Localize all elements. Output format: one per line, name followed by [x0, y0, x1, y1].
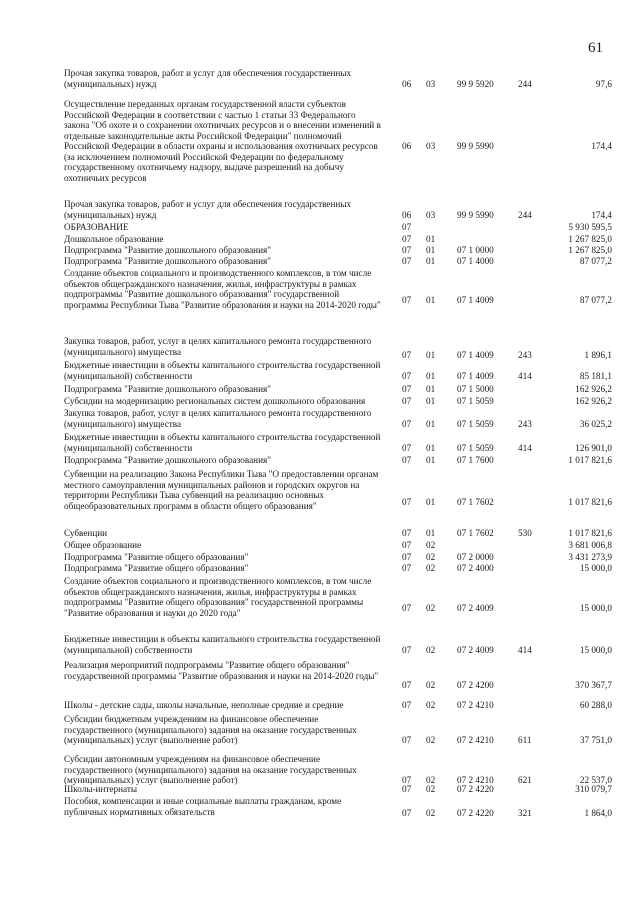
subsection-code: 02 [426, 775, 436, 785]
subsection-code: 01 [426, 396, 436, 406]
subsection-code: 01 [426, 455, 436, 465]
expense-type-code: 414 [518, 370, 532, 381]
target-article-code: 07 1 5059 [457, 442, 494, 453]
row-description: Субсидии на модернизацию региональных систем дошкольного образования [64, 396, 366, 406]
subsection-code: 01 [426, 256, 436, 266]
table-row [0, 384, 640, 395]
section-code: 07 [402, 700, 412, 710]
amount: 60 288,0 [579, 700, 612, 710]
amount: 162 926,2 [575, 384, 612, 394]
target-article-code: 07 1 5000 [457, 384, 494, 394]
subsection-code: 02 [426, 603, 436, 614]
table-row [0, 268, 640, 323]
amount: 1 017 821,6 [568, 455, 612, 465]
row-description: Подпрограмма "Развитие дошкольного образования" [64, 384, 271, 394]
subsection-code: 02 [426, 540, 436, 550]
target-article-code: 07 2 4220 [457, 807, 494, 818]
amount: 1 017 821,6 [568, 497, 612, 508]
table-row [0, 336, 640, 358]
target-article-code: 07 1 4000 [457, 256, 494, 266]
target-article-code: 07 2 4009 [457, 644, 494, 655]
amount: 310 079,7 [575, 784, 612, 794]
table-row [0, 552, 640, 563]
table-row [0, 469, 640, 525]
expense-type-code: 414 [518, 644, 532, 655]
section-code: 07 [402, 455, 412, 465]
amount: 1 864,0 [584, 807, 612, 818]
section-code: 07 [402, 784, 412, 794]
table-row [0, 754, 640, 788]
row-description: Подпрограмма "Развитие дошкольного образования" [64, 245, 271, 255]
section-code: 07 [402, 396, 412, 406]
amount: 1 267 825,0 [568, 234, 612, 244]
section-code: 07 [402, 603, 412, 614]
section-code: 07 [402, 735, 412, 745]
section-code: 06 [402, 209, 412, 220]
subsection-code: 01 [426, 234, 436, 244]
amount: 1 896,1 [584, 349, 612, 360]
amount: 37 751,0 [579, 735, 612, 745]
row-description: Пособия, компенсации и иные социальные выплаты гражданам, кроме публичных нормативных обязательств [64, 796, 342, 817]
target-article-code: 07 2 4200 [457, 679, 494, 690]
amount: 174,4 [591, 209, 612, 220]
subsection-code: 03 [426, 141, 436, 151]
section-code: 07 [402, 349, 412, 360]
amount: 85 181,1 [579, 370, 612, 381]
expense-type-code: 244 [518, 209, 532, 220]
expense-type-code: 244 [518, 78, 532, 89]
row-description: Школы - детские сады, школы начальные, неполные средние и средние [64, 700, 344, 710]
table-row [0, 528, 640, 539]
section-code: 07 [402, 234, 412, 244]
target-article-code: 07 2 4210 [457, 775, 494, 785]
section-code: 06 [402, 78, 412, 89]
row-description: Подпрограмма "Развитие дошкольного образования" [64, 256, 271, 266]
expense-type-code: 414 [518, 442, 532, 453]
row-description: ОБРАЗОВАНИЕ [64, 222, 129, 232]
row-description: Общее образование [64, 540, 142, 550]
row-description: Закупка товаров, работ, услуг в целях капитального ремонта государственного (муниципального) имущества [64, 408, 372, 429]
section-code: 07 [402, 775, 412, 785]
section-code: 07 [402, 528, 412, 538]
amount: 3 681 006,8 [568, 540, 612, 550]
row-description: Создание объектов социального и производственного комплексов, в том числе объектов общегражданского назначения, жилья, инфраструктуры в рамках подпрограммы "Развитие общего образования" государственной программы "Развитие образования и науки до 2020 года" [64, 576, 372, 618]
row-description: Создание объектов социального и производственного комплексов, в том числе объектов общегражданского назначения, жилья, инфраструктуры в рамках подпрограммы "Развитие дошкольного образования" государственной программы Республики Тыва "Развитие образования и науки на 2014-2020 годы" [64, 268, 381, 310]
amount: 97,6 [595, 78, 612, 89]
subsection-code: 01 [426, 370, 436, 381]
section-code: 07 [402, 295, 412, 306]
expense-type-code: 621 [518, 775, 532, 785]
section-code: 07 [402, 644, 412, 655]
section-code: 07 [402, 497, 412, 508]
table-row [0, 222, 640, 233]
row-description: Бюджетные инвестиции в объекты капитального строительства государственной (муниципальной) собственности [64, 360, 381, 381]
section-code: 07 [402, 563, 412, 573]
target-article-code: 07 2 4210 [457, 735, 494, 745]
table-row [0, 714, 640, 748]
expense-type-code: 243 [518, 418, 532, 429]
subsection-code: 01 [426, 245, 436, 255]
subsection-code: 01 [426, 295, 436, 306]
subsection-code: 01 [426, 349, 436, 360]
section-code: 06 [402, 141, 412, 151]
amount: 5 930 595,5 [568, 222, 612, 232]
section-code: 07 [402, 679, 412, 690]
amount: 87 077,2 [579, 256, 612, 266]
expense-type-code: 611 [518, 735, 532, 745]
target-article-code: 07 2 4220 [457, 784, 494, 794]
table-row [0, 796, 640, 818]
target-article-code: 07 1 7600 [457, 455, 494, 465]
subsection-code: 02 [426, 784, 436, 794]
amount: 174,4 [591, 141, 612, 151]
row-description: Субвенции на реализацию Закона Республики Тыва "О предоставлении органам местного самоуправления муниципальных районов и городских округов на территории Республики Тыва субвенций на реализацию основных общеобразовательных программ в области общего образования" [64, 469, 379, 511]
amount: 370 367,7 [575, 679, 612, 690]
target-article-code: 07 2 4009 [457, 603, 494, 614]
row-description: Бюджетные инвестиции в объекты капитального строительства государственной (муниципальной) собственности [64, 634, 381, 655]
target-article-code: 99 9 5990 [457, 209, 494, 220]
table-row [0, 563, 640, 574]
expense-type-code: 321 [518, 807, 532, 818]
subsection-code: 01 [426, 442, 436, 453]
table-row [0, 245, 640, 256]
section-code: 07 [402, 552, 412, 562]
target-article-code: 07 1 4009 [457, 295, 494, 306]
subsection-code: 03 [426, 78, 436, 89]
target-article-code: 99 9 5990 [457, 141, 494, 151]
amount: 1 017 821,6 [568, 528, 612, 538]
table-row [0, 360, 640, 382]
section-code: 07 [402, 256, 412, 266]
section-code: 07 [402, 442, 412, 453]
page-number: 61 [588, 40, 603, 56]
target-article-code: 99 9 5920 [457, 78, 494, 89]
amount: 1 267 825,0 [568, 245, 612, 255]
target-article-code: 07 2 0000 [457, 552, 494, 562]
amount: 22 537,0 [579, 775, 612, 785]
amount: 162 926,2 [575, 396, 612, 406]
section-code: 07 [402, 384, 412, 394]
subsection-code: 02 [426, 679, 436, 690]
row-description: Бюджетные инвестиции в объекты капитального строительства государственной (муниципальной) собственности [64, 432, 381, 453]
table-row [0, 700, 640, 711]
table-row [0, 540, 640, 551]
subsection-code: 01 [426, 384, 436, 394]
amount: 3 431 273,9 [568, 552, 612, 562]
table-row [0, 455, 640, 466]
row-description: Прочая закупка товаров, работ и услуг для обеспечения государственных (муниципальных) нужд [64, 199, 352, 220]
amount: 15 000,0 [579, 644, 612, 655]
subsection-code: 01 [426, 418, 436, 429]
row-description: Субсидии бюджетным учреждениям на финансовое обеспечение государственного (муниципального) задания на оказание государственных (муниципальных) услуг (выполнение работ) [64, 714, 357, 745]
target-article-code: 07 1 5059 [457, 396, 494, 406]
subsection-code: 02 [426, 644, 436, 655]
amount: 15 000,0 [579, 603, 612, 614]
subsection-code: 02 [426, 735, 436, 745]
subsection-code: 02 [426, 563, 436, 573]
target-article-code: 07 1 4009 [457, 370, 494, 381]
row-description: Закупка товаров, работ, услуг в целях капитального ремонта государственного (муниципального) имущества [64, 336, 372, 357]
section-code: 07 [402, 245, 412, 255]
row-description: Прочая закупка товаров, работ и услуг для обеспечения государственных (муниципальных) нужд [64, 68, 352, 89]
amount: 126 901,0 [575, 442, 612, 453]
target-article-code: 07 1 0000 [457, 245, 494, 255]
subsection-code: 01 [426, 497, 436, 508]
row-description: Реализация мероприятий подпрограммы "Развитие общего образования" государственной программы "Развитие образования и науки на 2014-2020 годы" [64, 660, 379, 681]
table-row [0, 432, 640, 454]
row-description: Субсидии автономным учреждениям на финансовое обеспечение государственного (муниципального) задания на оказание государственных (муниципальных) услуг (выполнение работ) [64, 754, 357, 785]
table-row [0, 634, 640, 656]
table-row [0, 408, 640, 430]
target-article-code: 07 1 7602 [457, 528, 494, 538]
section-code: 07 [402, 222, 412, 232]
section-code: 07 [402, 370, 412, 381]
target-article-code: 07 2 4210 [457, 700, 494, 710]
expense-type-code: 243 [518, 349, 532, 360]
target-article-code: 07 1 4009 [457, 349, 494, 360]
amount: 87 077,2 [579, 295, 612, 306]
table-row [0, 784, 640, 795]
subsection-code: 02 [426, 552, 436, 562]
table-row [0, 256, 640, 267]
table-row [0, 199, 640, 221]
row-description: Дошкольное образование [64, 234, 164, 244]
expense-type-code: 530 [518, 528, 532, 538]
row-description: Подпрограмма "Развитие общего образования" [64, 563, 249, 573]
row-description: Подпрограмма "Развитие общего образования" [64, 552, 249, 562]
row-description: Подпрограмма "Развитие дошкольного образования" [64, 455, 271, 465]
target-article-code: 07 1 5059 [457, 418, 494, 429]
table-row [0, 660, 640, 692]
table-row [0, 576, 640, 631]
section-code: 07 [402, 418, 412, 429]
amount: 36 025,2 [579, 418, 612, 429]
subsection-code: 03 [426, 209, 436, 220]
table-row [0, 99, 640, 189]
amount: 15 000,0 [579, 563, 612, 573]
table-row [0, 68, 640, 90]
table-row [0, 396, 640, 407]
table-row [0, 234, 640, 245]
row-description: Школы-интернаты [64, 784, 138, 794]
section-code: 07 [402, 540, 412, 550]
subsection-code: 02 [426, 807, 436, 818]
row-description: Субвенции [64, 528, 108, 538]
subsection-code: 02 [426, 700, 436, 710]
target-article-code: 07 2 4000 [457, 563, 494, 573]
section-code: 07 [402, 807, 412, 818]
subsection-code: 01 [426, 528, 436, 538]
target-article-code: 07 1 7602 [457, 497, 494, 508]
row-description: Осуществление переданных органам государственной власти субъектов Российской Федерации в соответствии с частью 1 статьи 33 Федерального закона "Об охоте и о сохранении охотничьих ресурсов и о внесении изменений в отдельные законодательные акты Российской Федерации" полномочий Российской Федерации в области охраны и использования охотничьих ресурсов (за исключением полномочий Российской Федерации по федеральному государственному охотничьему надзору, выдаче разрешений на добычу охотничьих ресурсов [64, 99, 381, 183]
